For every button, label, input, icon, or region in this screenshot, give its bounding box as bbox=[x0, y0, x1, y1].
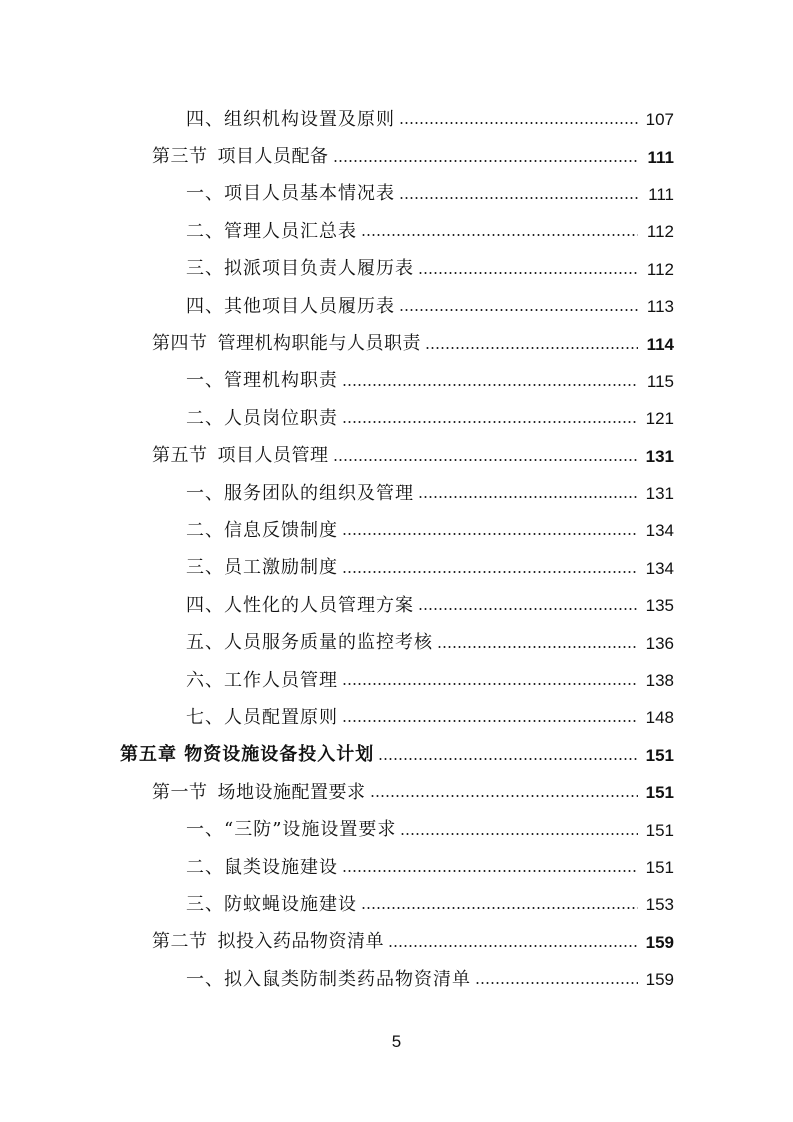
toc-entry-page: 113 bbox=[646, 297, 674, 317]
toc-entry-page: 131 bbox=[645, 446, 674, 466]
toc-entry-title: 三、员工激励制度 bbox=[186, 557, 338, 579]
dot-leader bbox=[437, 634, 638, 652]
toc-entry-title: 三、拟派项目负责人履历表 bbox=[186, 258, 414, 280]
dot-leader bbox=[378, 746, 638, 764]
toc-entry-page: 111 bbox=[648, 184, 674, 204]
toc-entry[interactable] bbox=[186, 624, 674, 661]
toc-entry[interactable] bbox=[186, 587, 674, 624]
dot-leader bbox=[399, 111, 638, 129]
toc-entry[interactable] bbox=[186, 213, 674, 250]
dot-leader bbox=[399, 298, 638, 316]
toc-entry-page: 151 bbox=[645, 858, 674, 877]
dot-leader bbox=[400, 821, 638, 839]
toc-entry[interactable] bbox=[186, 363, 674, 400]
toc-entry-page: 112 bbox=[646, 222, 674, 242]
dot-leader bbox=[370, 784, 639, 802]
section-title-text: 项目人员管理 bbox=[217, 445, 329, 467]
toc-entry-title: 五、人员服务质量的监控考核 bbox=[186, 632, 433, 654]
toc-entry[interactable] bbox=[186, 699, 674, 736]
toc-section-entry[interactable] bbox=[152, 438, 674, 475]
toc-entry[interactable] bbox=[186, 662, 674, 699]
toc-entry-title: 四、人性化的人员管理方案 bbox=[186, 594, 414, 616]
toc-entry-page: 153 bbox=[645, 895, 674, 915]
toc-section-title bbox=[152, 781, 368, 803]
toc-entry[interactable] bbox=[186, 176, 674, 213]
page-number: 5 bbox=[391, 1032, 402, 1051]
toc-entry[interactable] bbox=[186, 101, 674, 138]
dot-leader bbox=[342, 559, 638, 577]
toc-entry-title: 一、拟入鼠类防制类药品物资清单 bbox=[186, 968, 471, 990]
toc-entry-title: 二、人员岗位职责 bbox=[186, 407, 338, 429]
toc-entry-page: 159 bbox=[645, 932, 674, 952]
toc-entry[interactable] bbox=[186, 288, 674, 325]
toc-entry-title: 一、服务团队的组织及管理 bbox=[186, 482, 414, 504]
toc-section-title bbox=[152, 148, 331, 166]
toc-entry-page: 121 bbox=[645, 409, 674, 429]
dot-leader bbox=[425, 335, 638, 353]
dot-leader bbox=[342, 672, 638, 690]
toc-section-title bbox=[152, 933, 386, 951]
section-title-text: 拟投入药品物资清单 bbox=[217, 931, 384, 953]
section-number: 第三节 bbox=[152, 146, 208, 168]
toc-entry-title: 四、组织机构设置及原则 bbox=[186, 108, 395, 130]
dot-leader bbox=[342, 709, 638, 727]
section-number: 第二节 bbox=[152, 931, 208, 953]
dot-leader bbox=[333, 447, 639, 465]
toc-entry-page: 111 bbox=[647, 147, 674, 167]
toc-entry-title: 三、防蚊蝇设施建设 bbox=[186, 893, 357, 915]
toc-chapter-title: 第五章 物资设施设备投入计划 bbox=[120, 744, 375, 766]
dot-leader bbox=[361, 223, 638, 241]
section-number: 第四节 bbox=[152, 333, 208, 355]
toc-entry-title: 四、其他项目人员履历表 bbox=[186, 295, 395, 317]
dot-leader bbox=[342, 372, 638, 390]
toc-entry-title: 七、人员配置原则 bbox=[186, 706, 338, 728]
toc-entry[interactable] bbox=[186, 886, 674, 923]
dot-leader bbox=[333, 148, 639, 166]
toc-entry-page: 135 bbox=[645, 596, 674, 616]
toc-chapter-entry[interactable] bbox=[120, 737, 674, 774]
toc-entry[interactable] bbox=[186, 811, 674, 848]
toc-section-title bbox=[152, 335, 423, 353]
section-title-text: 项目人员配备 bbox=[217, 146, 329, 168]
dot-leader bbox=[418, 597, 638, 615]
dot-leader bbox=[361, 896, 638, 914]
dot-leader bbox=[342, 859, 638, 877]
dot-leader bbox=[399, 185, 638, 203]
toc-entry[interactable] bbox=[186, 512, 674, 549]
dot-leader bbox=[475, 971, 638, 989]
section-number: 第一节 bbox=[152, 781, 208, 803]
dot-leader bbox=[418, 260, 638, 278]
section-title-text: 管理机构职能与人员职责 bbox=[217, 333, 421, 355]
table-of-contents bbox=[0, 101, 793, 998]
toc-entry[interactable] bbox=[186, 849, 674, 886]
toc-entry[interactable] bbox=[186, 475, 674, 512]
toc-entry-page: 134 bbox=[645, 521, 674, 541]
toc-entry[interactable] bbox=[186, 961, 674, 998]
toc-entry-page: 151 bbox=[645, 745, 674, 765]
section-title-text: 场地设施配置要求 bbox=[217, 781, 366, 803]
toc-entry-page: 107 bbox=[645, 110, 674, 130]
section-number: 第五节 bbox=[152, 445, 208, 467]
toc-entry-page: 148 bbox=[645, 708, 674, 728]
toc-entry-page: 115 bbox=[646, 371, 674, 391]
toc-entry-page: 134 bbox=[645, 558, 674, 578]
toc-entry-title: 一、项目人员基本情况表 bbox=[186, 183, 395, 205]
toc-entry[interactable] bbox=[186, 400, 674, 437]
toc-section-entry[interactable] bbox=[152, 325, 674, 362]
toc-section-entry[interactable] bbox=[152, 924, 674, 961]
toc-entry[interactable] bbox=[186, 251, 674, 288]
toc-entry-title: 二、管理人员汇总表 bbox=[186, 220, 357, 242]
toc-entry-title: 一、管理机构职责 bbox=[186, 370, 338, 392]
toc-entry-page: 114 bbox=[646, 334, 674, 354]
dot-leader bbox=[388, 933, 638, 951]
toc-entry-page: 151 bbox=[645, 820, 674, 840]
toc-entry-page: 159 bbox=[645, 970, 674, 990]
toc-entry[interactable] bbox=[186, 550, 674, 587]
toc-entry-page: 138 bbox=[645, 671, 674, 691]
dot-leader bbox=[418, 485, 638, 503]
toc-entry-page: 112 bbox=[646, 259, 674, 279]
toc-section-title bbox=[152, 447, 331, 465]
dot-leader bbox=[342, 410, 638, 428]
toc-entry-title: 二、鼠类设施建设 bbox=[186, 856, 338, 878]
toc-section-entry[interactable] bbox=[152, 138, 674, 175]
toc-entry-page: 136 bbox=[645, 633, 674, 653]
toc-entry-title: 二、信息反馈制度 bbox=[186, 519, 338, 541]
toc-section-entry[interactable] bbox=[152, 774, 674, 811]
dot-leader bbox=[342, 522, 638, 540]
toc-entry-title: 六、工作人员管理 bbox=[186, 669, 338, 691]
toc-entry-title: 一、“三防”设施设置要求 bbox=[186, 819, 397, 841]
toc-entry-page: 131 bbox=[645, 484, 674, 504]
toc-entry-page: 151 bbox=[645, 783, 674, 803]
